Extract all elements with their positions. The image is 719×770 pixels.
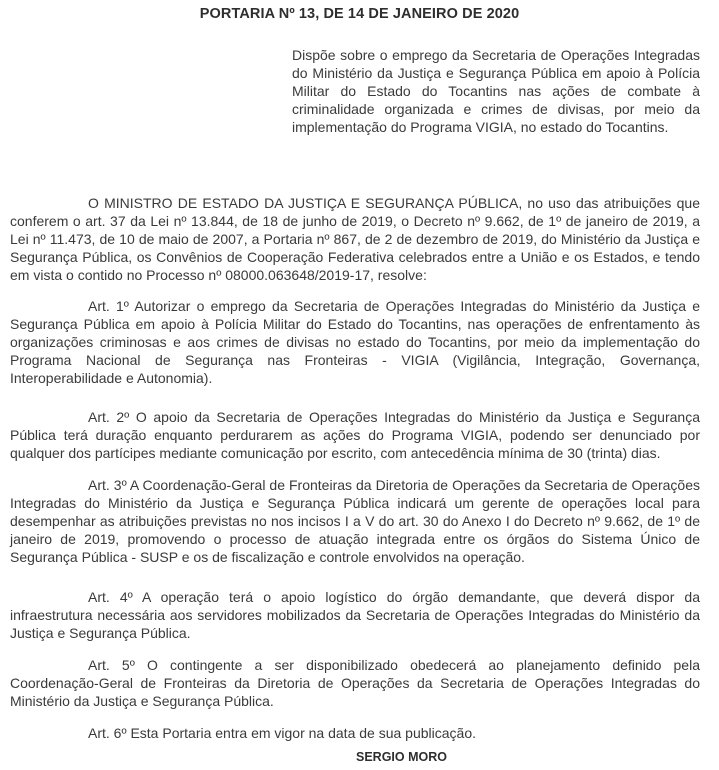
article-3: Art. 3º A Coordenação-Geral de Fronteiras da Diretoria de Operações da Secretaria de Operações Integradas do Ministério da Justiça e Segurança Pública indicará um gerente de operações local para desempenhar as atribuições previstas no nos incisos I a V do art. 30 do Anexo I do Decreto nº 9.662, de 1º de janeiro de 2019, promovendo o processo de atuação integrada entre os órgãos do Sistema Único de Segurança Pública - SUSP e os de fiscalização e controle envolvidos na operação. [10,477,700,565]
article-2: Art. 2º O apoio da Secretaria de Operações Integradas do Ministério da Justiça e Segurança Pública terá duração enquanto perdurarem as ações do Programa VIGIA, podendo ser denunciado por qualquer dos partícipes mediante comunicação por escrito, com antecedência mínima de 30 (trinta) dias. [10,409,700,461]
document-title: PORTARIA Nº 13, DE 14 DE JANEIRO DE 2020 [199,6,520,22]
article-4: Art. 4º A operação terá o apoio logístico do órgão demandante, que deverá dispor da infraestrutura necessária aos servidores mobilizados da Secretaria de Operações Integradas do Ministério da Justiça e Segurança Pública. [10,589,700,641]
article-6: Art. 6º Esta Portaria entra em vigor na data de sua publicação. [88,725,476,741]
preamble-paragraph: O MINISTRO DE ESTADO DA JUSTIÇA E SEGURANÇA PÚBLICA, no uso das atribuições que conferem o art. 37 da Lei nº 13.844, de 18 de junho de 2019, o Decreto nº 9.662, de 1º de janeiro de 2019, a Lei nº 11.473, de 10 de maio de 2007, a Portaria nº 867, de 2 de dezembro de 2019, do Ministério da Justiça e Segurança Pública, os Convênios de Cooperação Federativa celebrados entre a União e os Estados, e tendo em vista o contido no Processo nº 08000.063648/2019-17, resolve: [10,195,700,283]
signature: SERGIO MORO [356,750,447,764]
article-5: Art. 5º O contingente a ser disponibilizado obedecerá ao planejamento definido pela Coordenação-Geral de Fronteiras da Diretoria de Operações da Secretaria de Operações Integradas do Ministério da Justiça e Segurança Pública. [10,657,700,709]
article-1: Art. 1º Autorizar o emprego da Secretaria de Operações Integradas do Ministério da Justiça e Segurança Pública em apoio à Polícia Militar do Estado do Tocantins, nas operações de enfrentamento às organizações criminosas e aos crimes de divisas no estado do Tocantins, por meio da implementação do Programa Nacional de Segurança nas Fronteiras - VIGIA (Vigilância, Integração, Governança, Interoperabilidade e Autonomia). [10,298,700,386]
ementa-summary: Dispõe sobre o emprego da Secretaria de Operações Integradas do Ministério da Justiça e Segurança Pública em apoio à Polícia Militar do Estado do Tocantins nas ações de combate à criminalidade organizada e crimes de divisas, por meio da implementação do Programa VIGIA, no estado do Tocantins. [292,47,700,135]
